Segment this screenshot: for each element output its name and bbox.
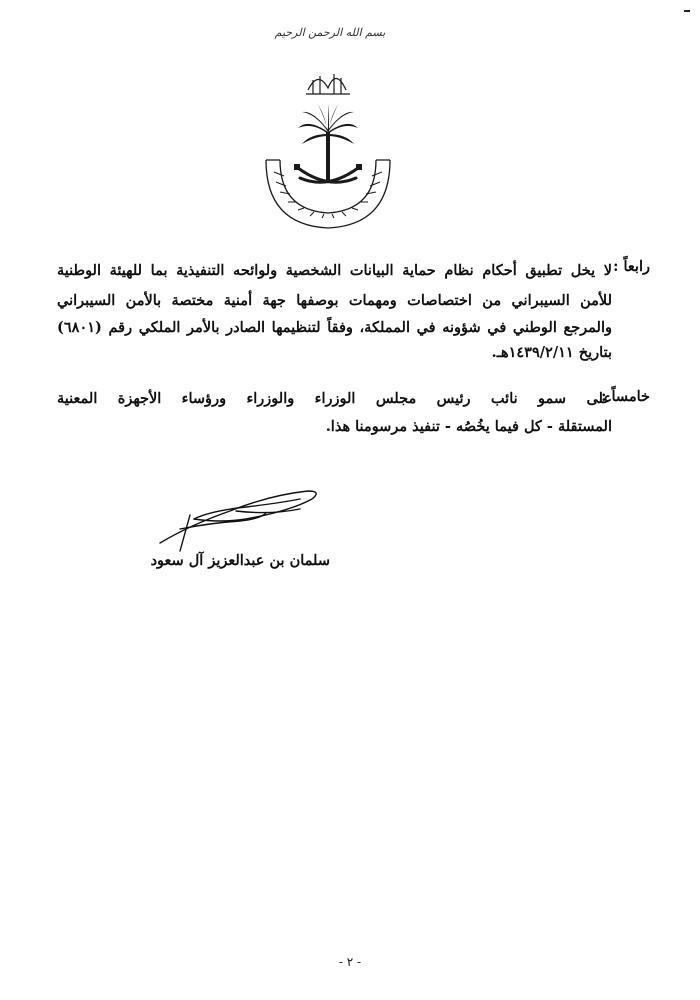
clause-label: رابعاً : <box>613 258 650 275</box>
clause-body <box>57 385 612 441</box>
clause-line: بتاريخ ١٤٣٩/٢/١١هـ. <box>491 344 612 361</box>
clause-body <box>57 255 612 365</box>
clause-label: خامساً : <box>601 388 650 405</box>
page-number: - ٢ - <box>338 955 362 969</box>
clause-line: والمرجع الوطني في شؤونه في المملكة، وفقاً لتنظيمها الصادر بالأمر الملكي رقم (٦٨٠١) <box>57 319 612 336</box>
basmala: بسم الله الرحمن الرحيم <box>274 26 386 39</box>
handwritten-signature-icon <box>150 485 330 555</box>
clause-line: على سمو نائب رئيس مجلس الوزراء والوزراء ورؤساء الأجهزة المعنية <box>57 390 612 407</box>
clause-line: المستقلة - كل فيما يخُصُه - تنفيذ مرسومنا هذا. <box>325 418 612 435</box>
corner-mark <box>684 10 690 12</box>
clause-fourth <box>0 255 700 365</box>
saudi-emblem-icon <box>258 60 398 235</box>
clause-line: لا يخل تطبيق أحكام نظام حماية البيانات الشخصية ولوائحه التنفيذية بما للهيئة الوطنية <box>57 262 612 279</box>
clause-line: للأمن السيبراني من اختصاصات ومهمات بوصفها جهة أمنية مختصة بالأمن السيبراني <box>57 292 612 309</box>
signer-name: سلمان بن عبدالعزيز آل سعود <box>150 552 330 569</box>
clause-fifth <box>0 385 700 445</box>
